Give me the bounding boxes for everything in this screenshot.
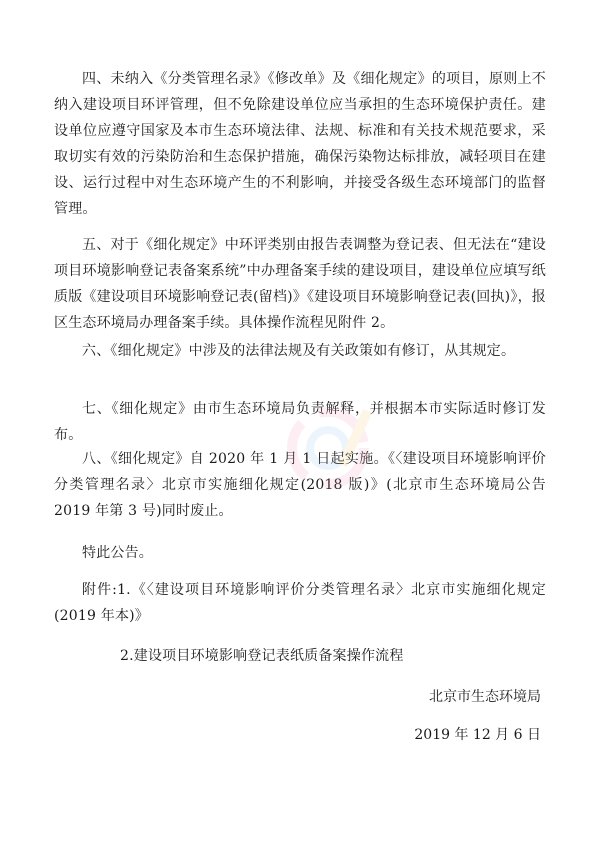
announcement-closing: 特此公告。 <box>82 545 153 561</box>
signature-organization: 北京市生态环境局 <box>429 689 541 705</box>
paragraph-item-7: 七、《细化规定》由市生态环境局负责解释，并根据本市实际适时修订发布。 <box>54 401 546 443</box>
paragraph-item-8: 八、《细化规定》自 2020 年 1 月 1 日起实施。《〈建设项目环境影响评价分类管理名录〉北京市实施细化规定(2018 版)》(北京市生态环境局公告 2019 年第 3 号)同时废止。 <box>54 451 546 519</box>
attachment-1: 附件:1.《〈建设项目环境影响评价分类管理名录〉北京市实施细化规定(2019 年本)》 <box>54 582 546 624</box>
paragraph-item-6: 六、《细化规定》中涉及的法律法规及有关政策如有修订，从其规定。 <box>82 343 516 359</box>
paragraph-item-4: 四、未纳入《分类管理名录》《修改单》及《细化规定》的项目，原则上不纳入建设项目环评管理，但不免除建设单位应当承担的生态环境保护责任。建设单位应遵守国家及本市生态环境法律、法规、标准和有关技术规范要求，采取切实有效的污染防治和生态保护措施，确保污染物达标排放，减轻项目在建设、运行过程中对生态环境产生的不利影响，并接受各级生态环境部门的监督管理。 <box>54 71 546 217</box>
signature-date: 2019 年 12 月 6 日 <box>414 727 541 743</box>
attachment-2: 2.建设项目环境影响登记表纸质备案操作流程 <box>120 648 404 664</box>
paragraph-item-5: 五、对于《细化规定》中环评类别由报告表调整为登记表、但无法在“建设项目环境影响登记表备案系统”中办理备案手续的建设项目，建设单位应填写纸质版《建设项目环境影响登记表(留档)》《建设项目环境影响登记表(回执)》，报区生态环境局办理备案手续。具体操作流程见附件 2。 <box>54 237 546 331</box>
